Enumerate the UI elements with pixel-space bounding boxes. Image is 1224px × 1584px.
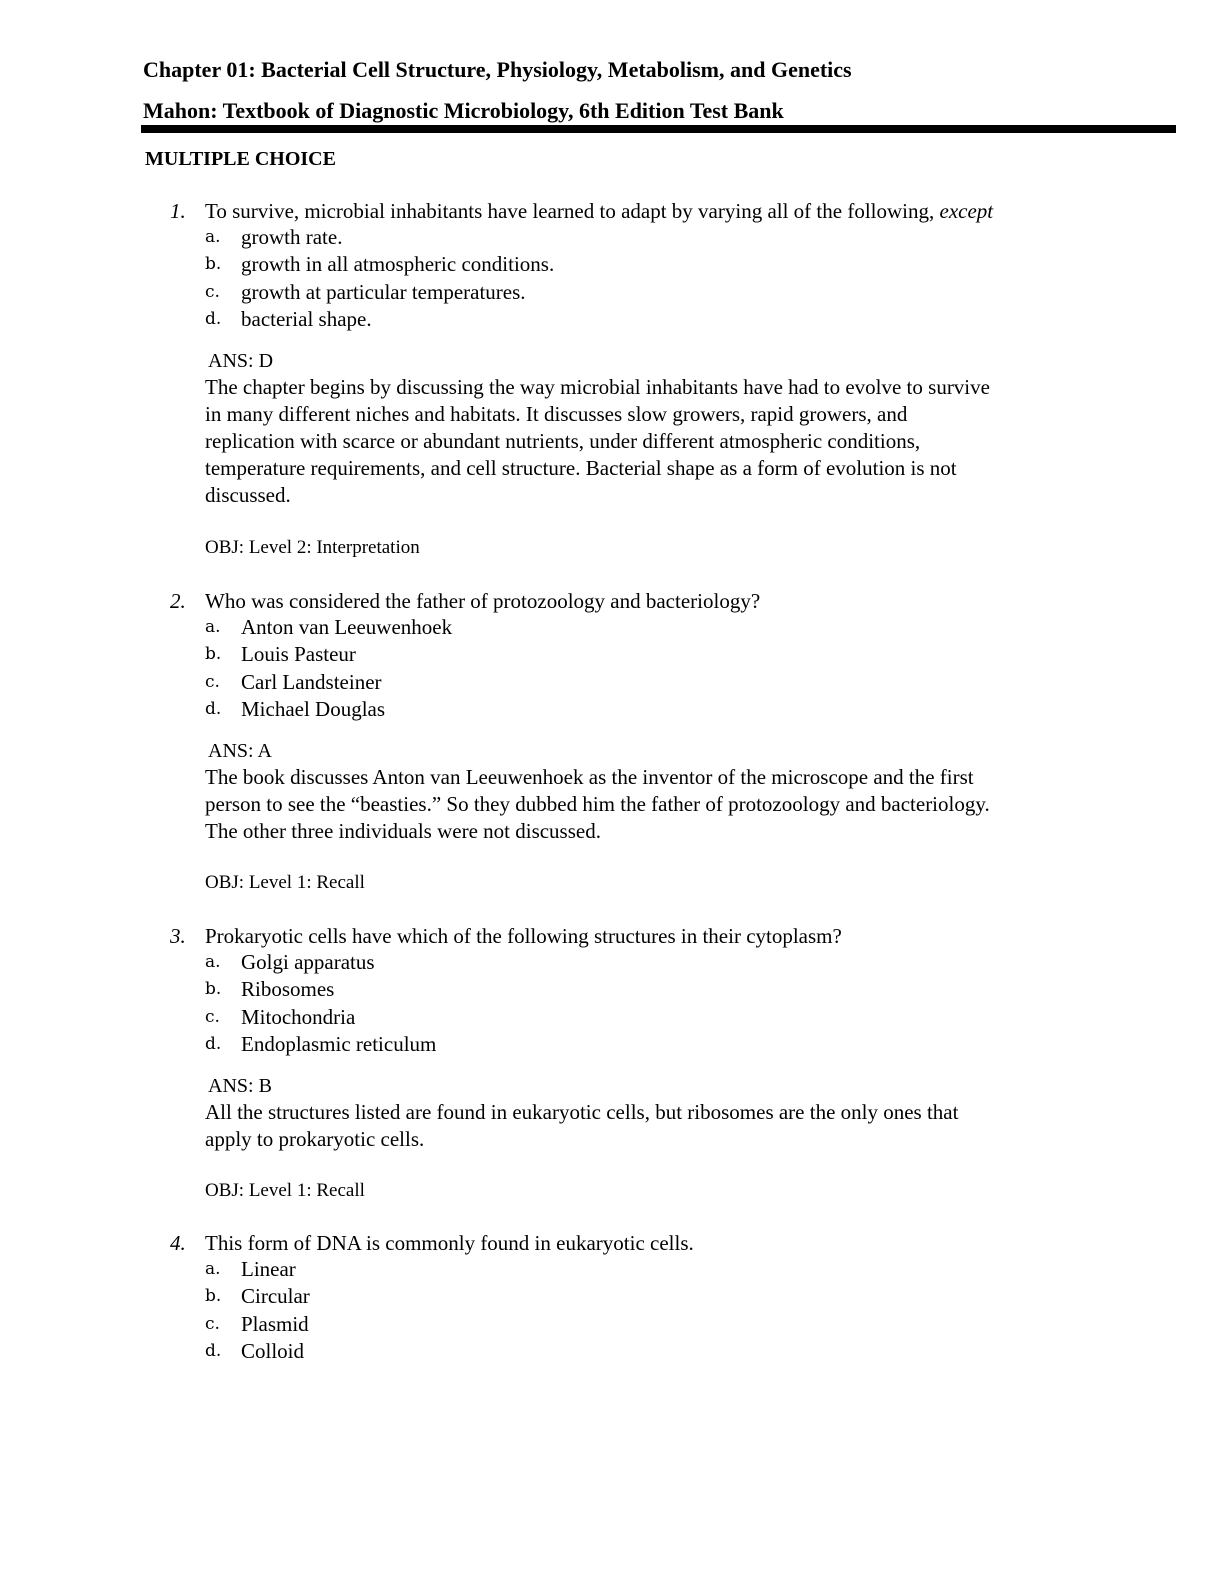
option-a [0, 614, 1224, 641]
option-text: Plasmid [241, 1311, 309, 1336]
option-list [0, 1256, 1224, 1365]
option-list [0, 224, 1224, 333]
section-title: MULTIPLE CHOICE [145, 148, 336, 170]
option-c [0, 1004, 1224, 1031]
rationale-line: discussed. [205, 483, 291, 507]
option-letter: a. [205, 1259, 221, 1279]
option-letter: c. [205, 1313, 220, 1334]
option-letter: b. [205, 979, 222, 1000]
question-number: 4. [170, 1231, 186, 1255]
option-text: growth in all atmospheric conditions. [241, 252, 555, 277]
option-text: Endoplasmic reticulum [241, 1031, 437, 1056]
option-letter: a. [205, 617, 221, 637]
answer-label: ANS: D [208, 350, 274, 372]
option-c [0, 279, 1224, 306]
option-c [0, 1311, 1224, 1338]
option-text: Circular [241, 1284, 310, 1309]
option-letter: d. [205, 1033, 222, 1054]
option-letter: c. [205, 671, 220, 692]
header-rule [141, 125, 1176, 133]
rationale-line: The other three individuals were not discussed. [205, 819, 601, 843]
option-letter: c. [205, 281, 220, 302]
answer-label: ANS: B [208, 1075, 272, 1097]
rationale-line: replication with scarce or abundant nutrients, under different atmospheric conditions, [205, 429, 921, 453]
option-letter: d. [205, 698, 222, 719]
rationale-line: temperature requirements, and cell structure. Bacterial shape as a form of evolution is not [205, 456, 957, 480]
stem-text: To survive, microbial inhabitants have learned to adapt by varying all of the following, [205, 199, 940, 223]
option-a [0, 224, 1224, 251]
chapter-title: Chapter 01: Bacterial Cell Structure, Physiology, Metabolism, and Genetics [143, 57, 852, 82]
question-number: 2. [170, 589, 186, 613]
objective-label: OBJ: Level 1: Recall [205, 1180, 365, 1201]
option-letter: c. [205, 1006, 220, 1027]
option-b [0, 1283, 1224, 1310]
objective-label: OBJ: Level 1: Recall [205, 872, 365, 893]
option-letter: a. [205, 952, 221, 972]
option-list [0, 949, 1224, 1058]
option-d [0, 1031, 1224, 1058]
option-c [0, 669, 1224, 696]
option-text: Colloid [241, 1338, 305, 1363]
rationale-line: person to see the “beasties.” So they dubbed him the father of protozoology and bacteriology. [205, 792, 990, 816]
question-stem: Who was considered the father of protozoology and bacteriology? [205, 589, 761, 613]
rationale [205, 1099, 1105, 1153]
stem-emphasis: except [939, 199, 994, 223]
option-text: Ribosomes [241, 977, 335, 1002]
option-text: Linear [241, 1257, 296, 1281]
option-text: Mitochondria [241, 1004, 356, 1029]
option-list [0, 614, 1224, 723]
option-d [0, 696, 1224, 723]
option-b [0, 976, 1224, 1003]
option-text: Carl Landsteiner [241, 669, 382, 694]
option-a [0, 1256, 1224, 1283]
question-stem [205, 197, 993, 225]
answer-label: ANS: A [208, 740, 272, 762]
option-letter: b. [205, 254, 222, 275]
rationale [205, 374, 1105, 509]
rationale-line: in many different niches and habitats. It discusses slow growers, rapid growers, and [205, 402, 908, 426]
book-title: Mahon: Textbook of Diagnostic Microbiology, 6th Edition Test Bank [143, 98, 784, 123]
option-a [0, 949, 1224, 976]
rationale [205, 764, 1105, 845]
option-text: bacterial shape. [241, 306, 372, 331]
rationale-line: The chapter begins by discussing the way microbial inhabitants have had to evolve to survive [205, 375, 990, 399]
option-letter: a. [205, 227, 221, 247]
rationale-line: All the structures listed are found in eukaryotic cells, but ribosomes are the only ones that [205, 1100, 959, 1124]
objective-label: OBJ: Level 2: Interpretation [205, 537, 420, 558]
option-text: Louis Pasteur [241, 642, 356, 667]
option-text: Anton van Leeuwenhoek [241, 615, 453, 639]
option-text: Golgi apparatus [241, 950, 375, 974]
option-d [0, 1338, 1224, 1365]
question-number: 3. [170, 924, 186, 948]
option-letter: d. [205, 1340, 222, 1361]
question-stem: Prokaryotic cells have which of the following structures in their cytoplasm? [205, 924, 842, 948]
rationale-line: apply to prokaryotic cells. [205, 1127, 425, 1151]
option-b [0, 251, 1224, 278]
question-number: 1. [170, 199, 186, 223]
rationale-line: The book discusses Anton van Leeuwenhoek as the inventor of the microscope and the first [205, 765, 974, 789]
option-d [0, 306, 1224, 333]
option-letter: b. [205, 644, 222, 665]
option-letter: d. [205, 308, 222, 329]
option-letter: b. [205, 1286, 222, 1307]
option-b [0, 641, 1224, 668]
option-text: Michael Douglas [241, 696, 386, 721]
option-text: growth at particular temperatures. [241, 279, 526, 304]
option-text: growth rate. [241, 225, 343, 249]
question-stem: This form of DNA is commonly found in eukaryotic cells. [205, 1231, 694, 1255]
